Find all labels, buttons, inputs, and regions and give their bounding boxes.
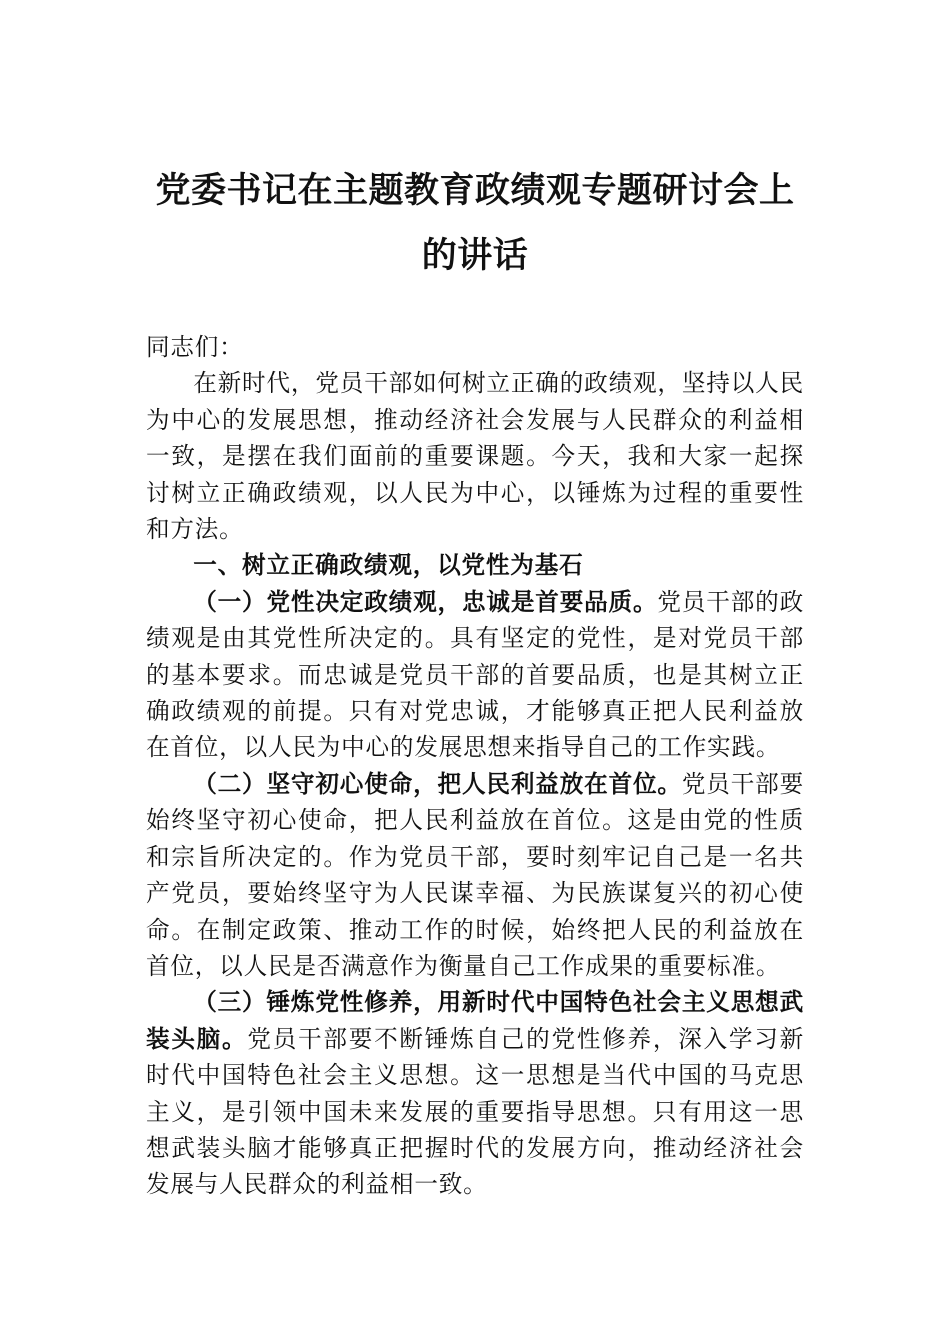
salutation: 同志们： <box>146 333 244 361</box>
paragraph-text-1: 党员干部的政绩观是由其党性所决定的。具有坚定的党性，是对党员干部的基本要求。而忠诚是党员干部的首要品质，也是其树立正确政绩观的前提。只有对党忠诚，才能够真正把人民利益放在首位，以人民为中心的发展思想来指导自己的工作实践。 <box>146 587 804 762</box>
paragraph-lead-2: （二）坚守初心使命，把人民利益放在首位。 <box>193 769 682 798</box>
paragraph-lead-1: （一）党性决定政绩观，忠诚是首要品质。 <box>193 587 658 616</box>
paragraph-item-1 <box>146 584 804 766</box>
paragraph-item-2 <box>146 766 804 984</box>
paragraph-text-2: 党员干部要始终坚守初心使命，把人民利益放在首位。这是由党的性质和宗旨所决定的。作为党员干部，要时刻牢记自己是一名共产党员，要始终坚守为人民谋幸福、为民族谋复兴的初心使命。在制定政策、推动工作的时候，始终把人民的利益放在首位，以人民是否满意作为衡量自己工作成果的重要标准。 <box>146 769 805 980</box>
paragraph-text-3: 党员干部要不断锤炼自己的党性修养，深入学习新时代中国特色社会主义思想。这一思想是当代中国的马克思主义，是引领中国未来发展的重要指导思想。只有用这一思想武装头脑才能够真正把握时代的发展方向，推动经济社会发展与人民群众的利益相一致。 <box>146 1024 804 1199</box>
document-body <box>146 329 804 1203</box>
intro-paragraph: 在新时代，党员干部如何树立正确的政绩观，坚持以人民为中心的发展思想，推动经济社会发展与人民群众的利益相一致，是摆在我们面前的重要课题。今天，我和大家一起探讨树立正确政绩观，以人民为中心，以锤炼为过程的重要性和方法。 <box>146 369 804 544</box>
document-title-line-1: 党委书记在主题教育政绩观专题研讨会上 <box>155 170 795 211</box>
paragraph-item-3 <box>146 984 804 1202</box>
document-title-line-2: 的讲话 <box>421 235 529 276</box>
section-heading-1: 一、树立正确政绩观，以党性为基石 <box>193 551 584 580</box>
paragraph-lead-3: （三）锤炼党性修养，用新时代中国特色社会主义思想武装头脑。 <box>146 988 804 1053</box>
